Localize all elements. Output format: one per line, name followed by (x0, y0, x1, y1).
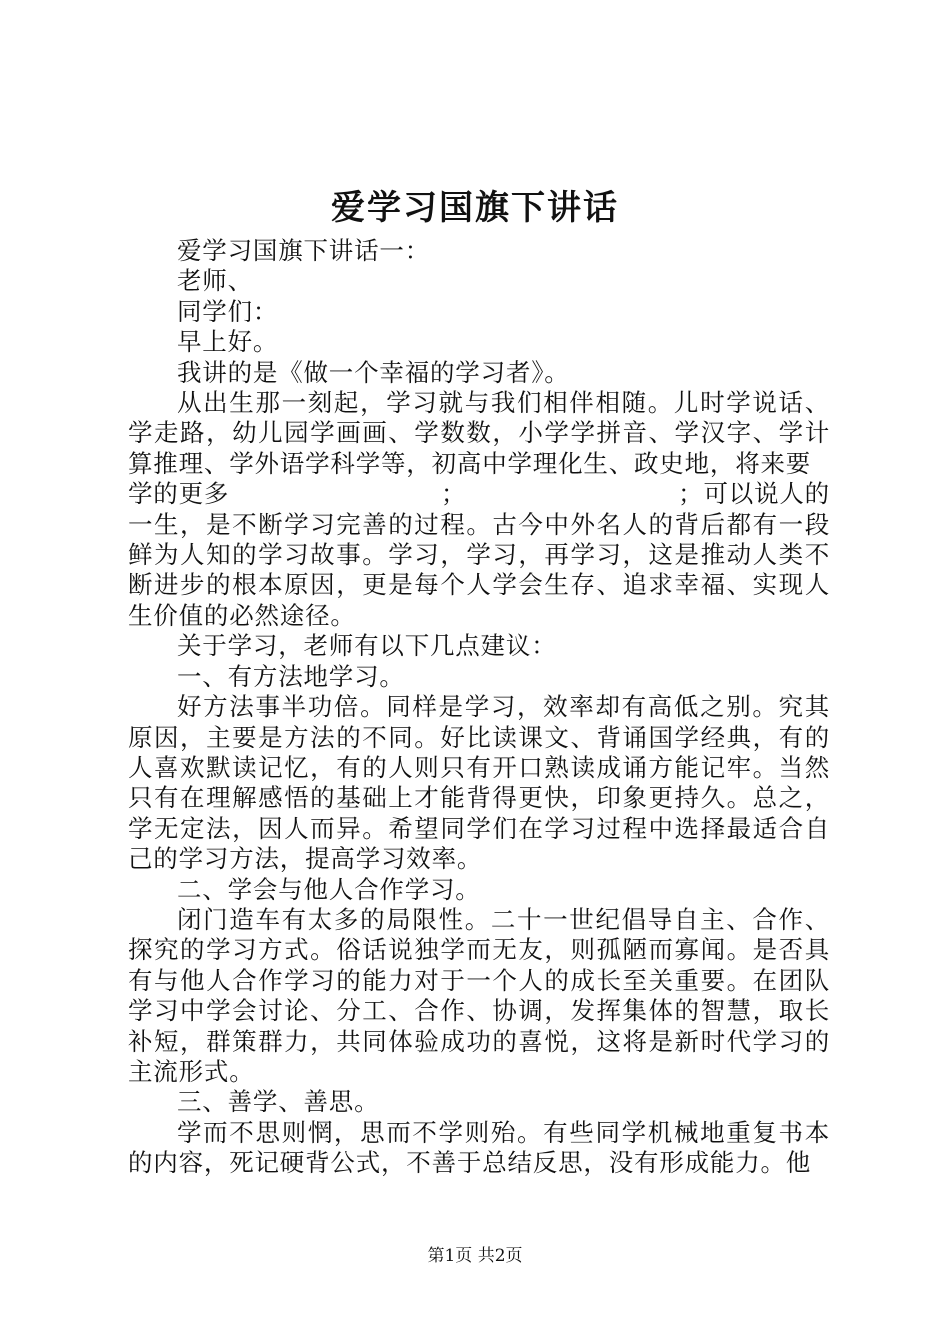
paragraph: 同学们： (177, 296, 279, 326)
document-body (128, 236, 830, 1179)
gap-line-end: ；可以说人的 (678, 479, 830, 509)
gap-line-middle: ； (441, 479, 467, 509)
paragraph-continuation: 一生，是不断学习完善的过程。古今中外名人的背后都有一段鲜为人知的学习故事。学习，学习，再学习，这是推动人类不断进步的根本原因，更是每个人学会生存、追求幸福、实现人生价值的必然途径。 (128, 509, 830, 630)
paragraph: 关于学习，老师有以下几点建议： (177, 631, 557, 661)
paragraph: 从出生那一刻起，学习就与我们相伴相随。儿时学说话、学走路，幼儿园学画画、学数数，小学学拼音、学汉字、学计算推理、学外语学科学等，初高中学理化生、政史地，将来要 (128, 388, 830, 478)
paragraph: 学而不思则惘，思而不学则殆。有些同学机械地重复书本的内容，死记硬背公式，不善于总结反思，没有形成能力。他 (128, 1117, 830, 1178)
paragraph: 爱学习国旗下讲话一： (177, 236, 430, 265)
section-heading: 一、有方法地学习。 (177, 661, 405, 691)
section-heading: 二、学会与他人合作学习。 (177, 874, 481, 904)
paragraph: 早上好。 (177, 327, 279, 357)
page-footer: 第1页 共2页 (427, 1246, 523, 1266)
document-title: 爱学习国旗下讲话 (331, 188, 619, 228)
paragraph: 我讲的是《做一个幸福的学习者》。 (177, 357, 570, 387)
section-heading: 三、善学、善思。 (177, 1087, 380, 1117)
gap-line-start: 学的更多 (128, 479, 230, 509)
gap-line (128, 479, 830, 509)
paragraph: 好方法事半功倍。同样是学习，效率却有高低之别。究其原因，主要是方法的不同。好比读课文、背诵国学经典，有的人喜欢默读记忆，有的人则只有开口熟读成诵方能记牢。当然只有在理解感悟的基础上才能背得更快，印象更持久。总之，学无定法，因人而异。希望同学们在学习过程中选择最适合自己的学习方法，提高学习效率。 (128, 692, 830, 874)
paragraph: 老师、 (177, 266, 253, 296)
paragraph: 闭门造车有太多的局限性。二十一世纪倡导自主、合作、探究的学习方式。俗话说独学而无友，则孤陋而寡闻。是否具有与他人合作学习的能力对于一个人的成长至关重要。在团队学习中学会讨论、分工、合作、协调，发挥集体的智慧，取长补短，群策群力，共同体验成功的喜悦，这将是新时代学习的主流形式。 (128, 904, 830, 1086)
